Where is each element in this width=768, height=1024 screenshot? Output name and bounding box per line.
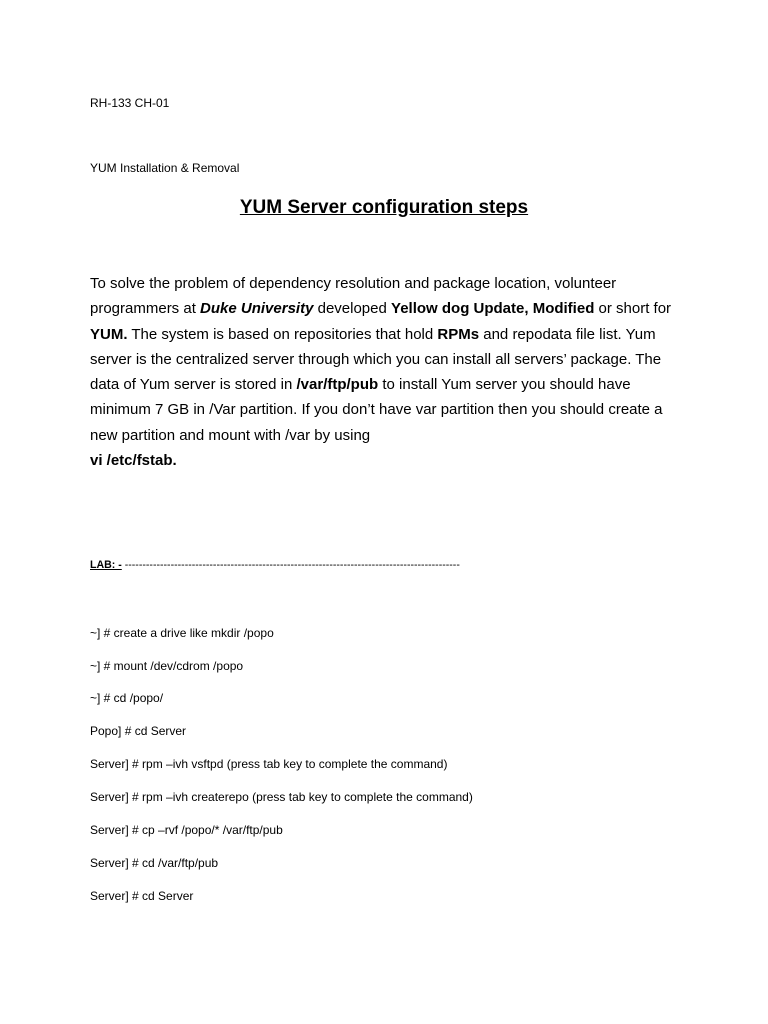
intro-paragraph — [90, 271, 690, 473]
command-line: Server] # rpm –ivh createrepo (press tab key to complete the command) — [90, 790, 473, 804]
command-line: Server] # rpm –ivh vsftpd (press tab key to complete the command) — [90, 757, 448, 771]
intro-var-ftp-pub: /var/ftp/pub — [296, 376, 379, 394]
intro-rpms: RPMs — [437, 325, 480, 343]
lab-heading — [90, 558, 690, 572]
command-line: ~] # mount /dev/cdrom /popo — [90, 659, 244, 673]
intro-yellow-dog: Yellow dog Update, Modified — [391, 300, 595, 318]
intro-text-9: and repodata file list. Yum server is the centralized server through which you can install all servers’ package. The data of Yum server is stored in — [90, 325, 662, 394]
intro-duke-university: Duke University — [200, 300, 314, 318]
intro-text-5: or short for — [594, 300, 672, 318]
page-title: YUM Server configuration steps — [239, 197, 529, 218]
lab-label: LAB: - — [90, 559, 122, 571]
intro-yum: YUM. — [90, 325, 128, 343]
intro-text-3: developed — [313, 300, 392, 318]
command-line: ~] # cd /popo/ — [90, 691, 164, 705]
lab-rule: ----------------------------------------------------------------------------------------------- — [121, 559, 460, 571]
document-subtitle: YUM Installation & Removal — [90, 161, 240, 175]
intro-text-1: To solve the problem of dependency resolution and package location, volunteer programmers at — [90, 275, 617, 318]
intro-fstab: vi /etc/fstab. — [90, 452, 177, 470]
intro-text-11: to install Yum server you should have minimum 7 GB in /Var partition. If you don’t have var partition then you should create a new partition and mount with /var by using — [90, 376, 663, 444]
command-line: Server] # cd Server — [90, 889, 194, 903]
command-line: ~] # create a drive like mkdir /popo — [90, 626, 274, 640]
intro-text-7: The system is based on repositories that hold — [127, 325, 438, 343]
command-line: Popo] # cd Server — [90, 724, 187, 738]
command-line: Server] # cp –rvf /popo/* /var/ftp/pub — [90, 823, 283, 837]
document-id: RH-133 CH-01 — [90, 96, 170, 110]
command-line: Server] # cd /var/ftp/pub — [90, 856, 219, 870]
